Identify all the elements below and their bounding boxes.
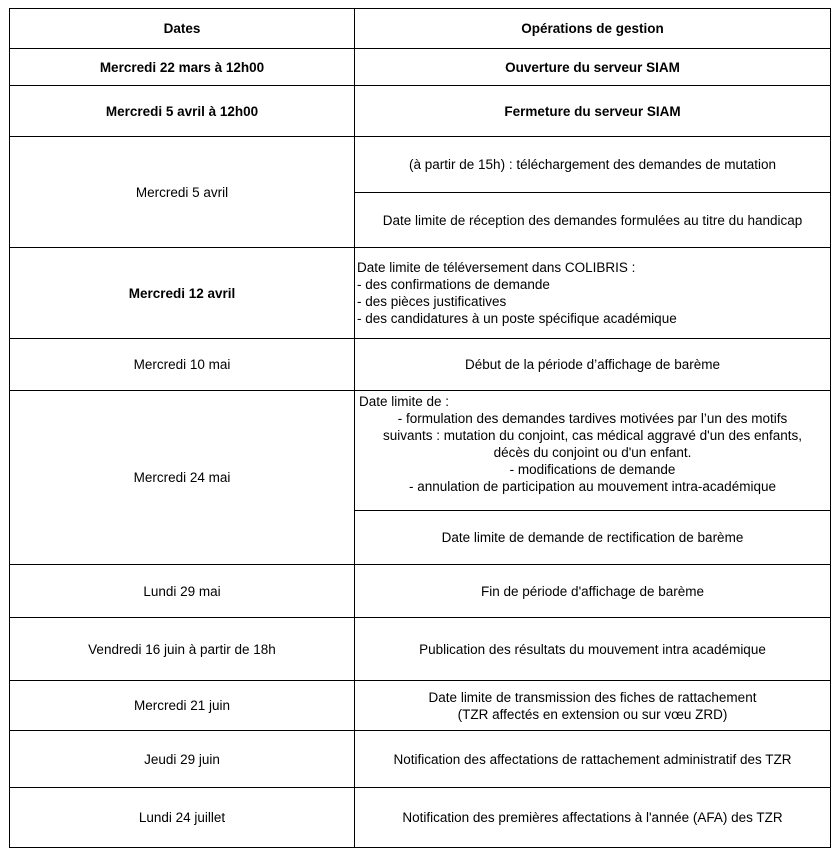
operation-cell: Début de la période d’affichage de barème xyxy=(355,339,831,391)
header-row xyxy=(10,9,831,49)
operation-cell: Ouverture du serveur SIAM xyxy=(355,49,831,86)
operation-cell: Notification des premières affectations à l'année (AFA) des TZR xyxy=(355,788,831,848)
table-row xyxy=(10,565,831,618)
operation-line: - modifications de demande xyxy=(509,462,676,477)
operation-line: - formulation des demandes tardives motivées par l’un des motifs xyxy=(397,411,788,426)
operation-cell: (à partir de 15h) : téléchargement des demandes de mutation xyxy=(355,137,831,193)
table-row xyxy=(10,391,831,511)
header-operations: Opérations de gestion xyxy=(355,9,831,49)
date-cell: Mercredi 5 avril xyxy=(10,137,355,248)
table-row xyxy=(10,137,831,193)
header-dates: Dates xyxy=(10,9,355,49)
table-row xyxy=(10,681,831,731)
operation-line: décès du conjoint ou d'un enfant. xyxy=(493,445,692,460)
operation-cell: Publication des résultats du mouvement intra académique xyxy=(355,618,831,681)
operation-line: Date limite de : xyxy=(359,394,450,409)
operation-cell: Fin de période d'affichage de barème xyxy=(355,565,831,618)
operation-line: (TZR affectés en extension ou sur vœu ZRD) xyxy=(457,706,728,722)
operation-line: - annulation de participation au mouvement intra-académique xyxy=(409,479,776,494)
date-cell: Mercredi 22 mars à 12h00 xyxy=(10,49,355,86)
operation-cell: Date limite de demande de rectification de barème xyxy=(355,511,831,565)
operation-cell xyxy=(355,681,831,731)
operation-cell: Notification des affectations de rattachement administratif des TZR xyxy=(355,731,831,788)
table-row xyxy=(10,618,831,681)
operation-line: - des confirmations de demande xyxy=(357,277,550,292)
operation-line: - des pièces justificatives xyxy=(357,294,507,309)
table-row xyxy=(10,788,831,848)
date-cell: Mercredi 12 avril xyxy=(10,248,355,339)
table-row xyxy=(10,248,831,339)
date-cell: Jeudi 29 juin xyxy=(10,731,355,788)
operation-line: - des candidatures à un poste spécifique académique xyxy=(357,311,677,326)
operation-cell xyxy=(355,391,831,511)
operation-cell: Fermeture du serveur SIAM xyxy=(355,86,831,137)
operation-line: Date limite de transmission des fiches de rattachement xyxy=(428,689,757,705)
date-cell: Vendredi 16 juin à partir de 18h xyxy=(10,618,355,681)
date-cell: Mercredi 5 avril à 12h00 xyxy=(10,86,355,137)
operation-cell xyxy=(355,248,831,339)
date-cell: Mercredi 10 mai xyxy=(10,339,355,391)
operation-line: suivants : mutation du conjoint, cas médical aggravé d'un des enfants, xyxy=(382,428,803,443)
date-cell: Mercredi 24 mai xyxy=(10,391,355,565)
table-row xyxy=(10,731,831,788)
schedule-table xyxy=(9,8,831,848)
table-row xyxy=(10,49,831,86)
date-cell: Lundi 29 mai xyxy=(10,565,355,618)
date-cell: Mercredi 21 juin xyxy=(10,681,355,731)
table-row xyxy=(10,339,831,391)
date-cell: Lundi 24 juillet xyxy=(10,788,355,848)
operation-cell: Date limite de réception des demandes formulées au titre du handicap xyxy=(355,193,831,248)
operation-line: Date limite de téléversement dans COLIBRIS : xyxy=(357,260,636,275)
table-row xyxy=(10,86,831,137)
